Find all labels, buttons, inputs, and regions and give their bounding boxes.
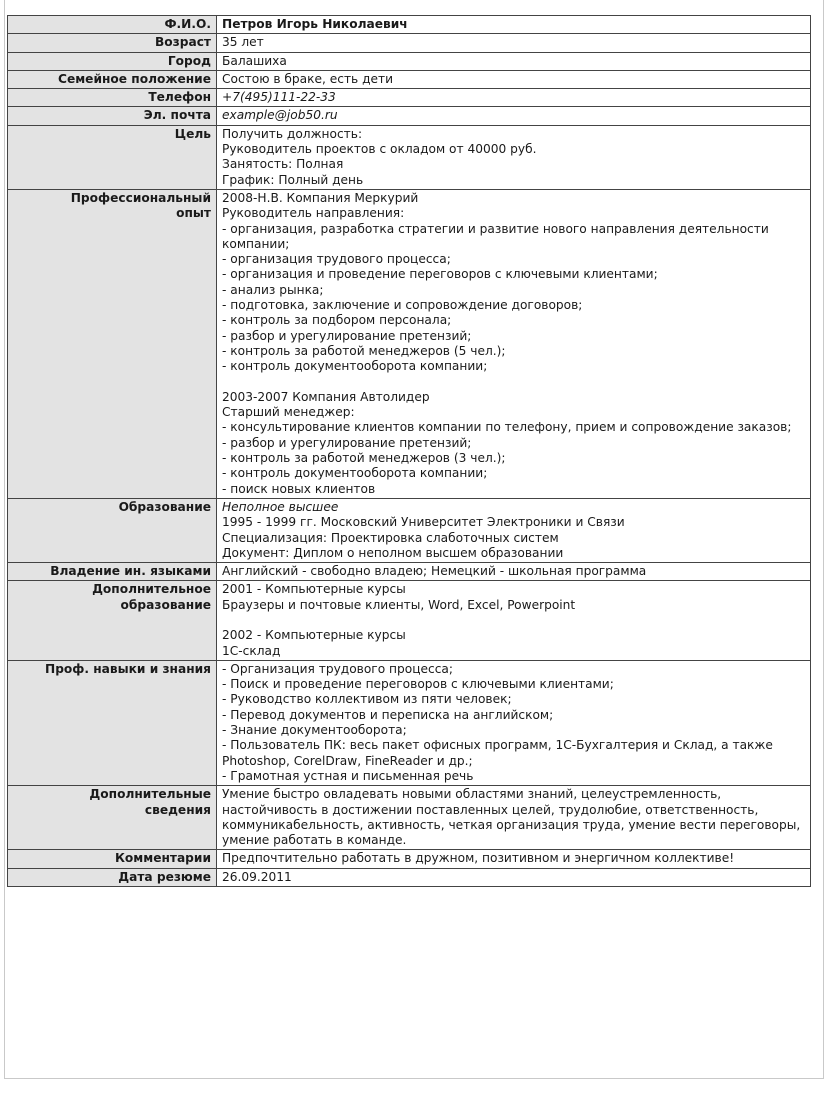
- resume-table: [7, 15, 811, 887]
- label-phone: Телефон: [8, 89, 217, 107]
- skill-line: - Грамотная устная и письменная речь: [222, 768, 474, 783]
- label-skills: Проф. навыки и знания: [8, 660, 217, 785]
- row-languages: [8, 563, 811, 581]
- skill-line: - Знание документооборота;: [222, 723, 407, 738]
- label-extra-education: [8, 581, 217, 660]
- label-additional: [8, 786, 217, 850]
- value-family: Состою в браке, есть дети: [217, 70, 811, 88]
- goal-line: Занятость: Полная: [222, 157, 344, 172]
- value-comments: Предпочтительно работать в дружном, позитивном и энергичном коллективе!: [217, 850, 811, 868]
- row-phone: [8, 89, 811, 107]
- job2-line: - контроль за работой менеджеров (3 чел.);: [222, 451, 506, 466]
- label-email: Эл. почта: [8, 107, 217, 125]
- job2-line: - контроль документооборота компании;: [222, 466, 488, 481]
- label-extra-education-line1: Дополнительное: [92, 582, 211, 597]
- job1-line: - организация, разработка стратегии и развитие нового направления деятельности компании;: [222, 221, 769, 251]
- label-fio: Ф.И.О.: [8, 16, 217, 34]
- course2-line: 2002 - Компьютерные курсы: [222, 628, 406, 643]
- spacer: [222, 613, 805, 628]
- education-line: Специализация: Проектировка слаботочных систем: [222, 530, 559, 545]
- label-goal: Цель: [8, 125, 217, 189]
- row-education: [8, 498, 811, 562]
- education-line: Документ: Диплом о неполном высшем образовании: [222, 545, 564, 560]
- label-family: Семейное положение: [8, 70, 217, 88]
- job1-line: - контроль за работой менеджеров (5 чел.);: [222, 343, 506, 358]
- label-additional-line1: Дополнительные: [89, 787, 211, 802]
- label-education: Образование: [8, 498, 217, 562]
- course1-line: Браузеры и почтовые клиенты, Word, Excel, Powerpoint: [222, 597, 576, 612]
- value-email[interactable]: example@job50.ru: [217, 107, 811, 125]
- course1-line: 2001 - Компьютерные курсы: [222, 582, 406, 597]
- value-city: Балашиха: [217, 52, 811, 70]
- job1-line: - контроль документооборота компании;: [222, 359, 488, 374]
- row-city: [8, 52, 811, 70]
- job2-line: 2003-2007 Компания Автолидер: [222, 389, 430, 404]
- row-skills: [8, 660, 811, 785]
- education-line: 1995 - 1999 гг. Московский Университет Электроники и Связи: [222, 515, 625, 530]
- job2-line: Старший менеджер:: [222, 405, 355, 420]
- job2-line: - консультирование клиентов компании по телефону, прием и сопровождение заказов;: [222, 420, 792, 435]
- row-comments: [8, 850, 811, 868]
- row-date: [8, 868, 811, 886]
- row-email: [8, 107, 811, 125]
- label-languages: Владение ин. языками: [8, 563, 217, 581]
- label-age: Возраст: [8, 34, 217, 52]
- label-extra-education-line2: образование: [120, 597, 211, 612]
- value-education: [217, 498, 811, 562]
- goal-line: Руководитель проектов с окладом от 40000 руб.: [222, 142, 537, 157]
- skill-line: - Руководство коллективом из пяти человек;: [222, 692, 512, 707]
- label-experience: [8, 189, 217, 498]
- value-goal: [217, 125, 811, 189]
- skill-line: - Перевод документов и переписка на английском;: [222, 707, 554, 722]
- job1-line: Руководитель направления:: [222, 206, 405, 221]
- value-phone[interactable]: +7(495)111-22-33: [217, 89, 811, 107]
- value-skills: [217, 660, 811, 785]
- row-goal: [8, 125, 811, 189]
- job1-line: - подготовка, заключение и сопровождение договоров;: [222, 298, 583, 313]
- value-extra-education: [217, 581, 811, 660]
- label-experience-line2: опыт: [176, 206, 211, 221]
- row-extra-education: [8, 581, 811, 660]
- value-date: 26.09.2011: [217, 868, 811, 886]
- job1-line: 2008-Н.В. Компания Меркурий: [222, 190, 419, 205]
- job1-line: - организация и проведение переговоров с ключевыми клиентами;: [222, 267, 658, 282]
- job1-line: - организация трудового процесса;: [222, 252, 451, 267]
- label-experience-line1: Профессиональный: [70, 190, 211, 205]
- value-fio: Петров Игорь Николаевич: [217, 16, 811, 34]
- row-additional: [8, 786, 811, 850]
- job2-line: - разбор и урегулирование претензий;: [222, 435, 472, 450]
- value-experience: [217, 189, 811, 498]
- value-age: 35 лет: [217, 34, 811, 52]
- row-fio: [8, 16, 811, 34]
- row-family: [8, 70, 811, 88]
- goal-line: График: Полный день: [222, 172, 364, 187]
- skill-line: - Пользователь ПК: весь пакет офисных программ, 1С-Бухгалтерия и Склад, а также Photoshop, CorelDraw, FineReader и др.;: [222, 738, 773, 768]
- job1-line: - контроль за подбором персонала;: [222, 313, 452, 328]
- label-additional-line2: сведения: [144, 802, 211, 817]
- row-age: [8, 34, 811, 52]
- row-experience: [8, 189, 811, 498]
- course2-line: 1С-склад: [222, 643, 281, 658]
- value-additional: Умение быстро овладевать новыми областями знаний, целеустремленность, настойчивость в достижении поставленных целей, трудолюбие, ответственность, коммуникабельность, активность, четкая организация труда, умение вести переговоры, умение работать в команде.: [217, 786, 811, 850]
- education-level: Неполное высшее: [222, 499, 339, 514]
- spacer: [222, 375, 805, 390]
- job1-line: - разбор и урегулирование претензий;: [222, 328, 472, 343]
- label-city: Город: [8, 52, 217, 70]
- goal-line: Получить должность:: [222, 126, 363, 141]
- job2-line: - поиск новых клиентов: [222, 481, 376, 496]
- job1-line: - анализ рынка;: [222, 282, 324, 297]
- skill-line: - Организация трудового процесса;: [222, 661, 453, 676]
- value-languages: Английский - свободно владею; Немецкий - школьная программа: [217, 563, 811, 581]
- skill-line: - Поиск и проведение переговоров с ключевыми клиентами;: [222, 677, 614, 692]
- label-comments: Комментарии: [8, 850, 217, 868]
- label-date: Дата резюме: [8, 868, 217, 886]
